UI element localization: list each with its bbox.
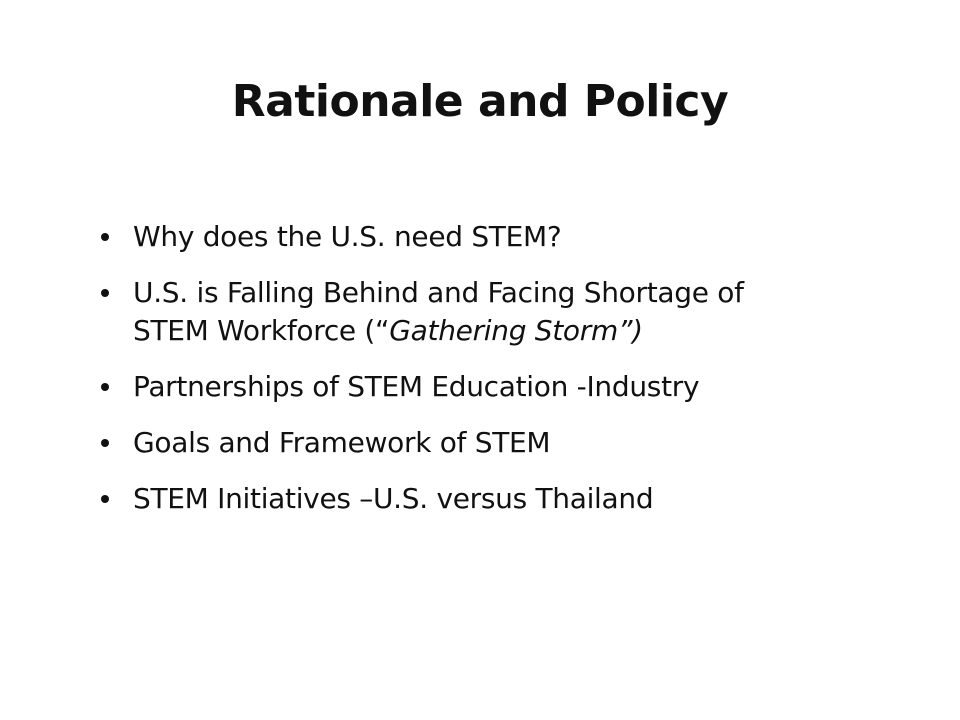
- bullet-item: [96, 424, 896, 462]
- bullet-text-line2-prefix: STEM Workforce (“: [133, 314, 390, 347]
- bullet-item: [96, 368, 896, 406]
- bullet-text: STEM Initiatives –U.S. versus Thailand: [133, 482, 654, 515]
- bullet-list: [96, 218, 896, 536]
- bullet-dot-icon: [101, 495, 109, 503]
- bullet-text-line2-italic: Gathering Storm”): [389, 314, 643, 347]
- bullet-item: [96, 480, 896, 518]
- bullet-dot-icon: [101, 289, 109, 297]
- bullet-text: Goals and Framework of STEM: [133, 426, 551, 459]
- slide-title: Rationale and Policy: [231, 76, 729, 127]
- bullet-text: Why does the U.S. need STEM?: [133, 220, 562, 253]
- bullet-dot-icon: [101, 233, 109, 241]
- bullet-text-line1: U.S. is Falling Behind and Facing Shortage of: [133, 276, 744, 309]
- bullet-item: [96, 274, 896, 350]
- bullet-dot-icon: [101, 439, 109, 447]
- bullet-dot-icon: [101, 383, 109, 391]
- bullet-text: Partnerships of STEM Education -Industry: [133, 370, 700, 403]
- bullet-item: [96, 218, 896, 256]
